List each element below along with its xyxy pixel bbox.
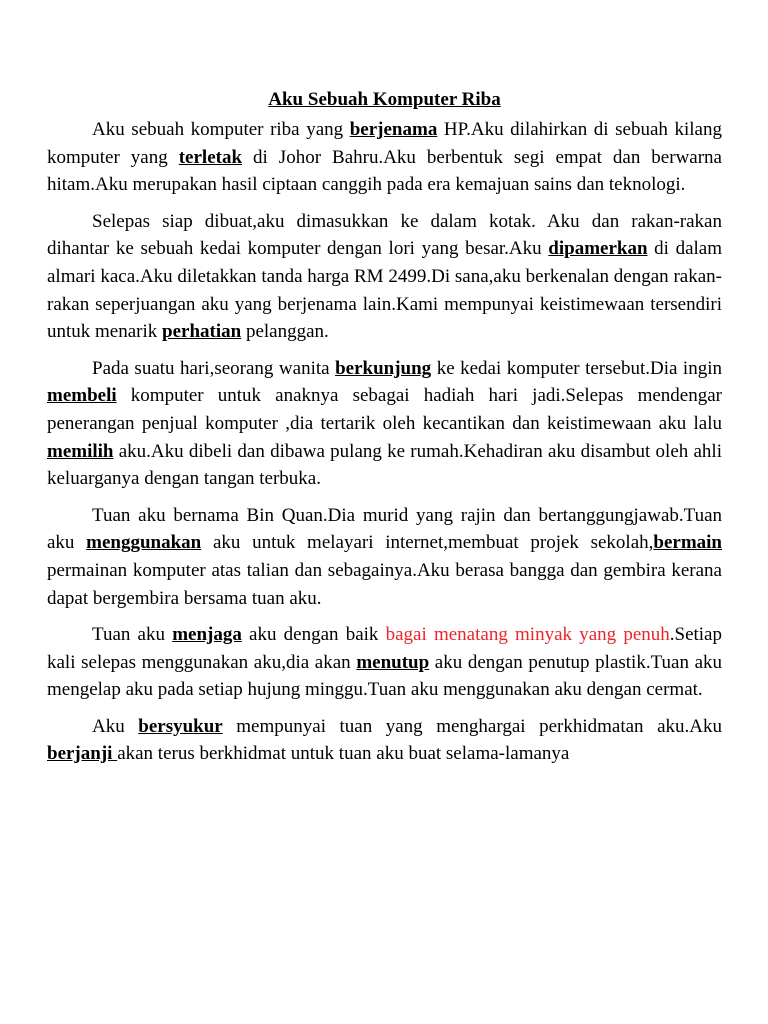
text-run: aku untuk melayari internet,membuat projek sekolah, (201, 532, 654, 554)
keyword: terletak (178, 146, 243, 168)
keyword: bermain (653, 532, 722, 554)
text-run: aku dengan penutup plastik.Tuan aku mengelap aku pada setiap hujung minggu.Tuan aku menggunakan aku dengan cermat. (47, 651, 723, 701)
keyword: berkunjung (335, 357, 432, 379)
text-run: Selepas siap dibuat,aku dimasukkan ke dalam kotak. Aku dan rakan-rakan dihantar ke sebuah kedai komputer dengan lori yang besar.Aku (47, 210, 722, 260)
keyword: membeli (47, 385, 117, 407)
keyword: berjenama (349, 119, 438, 140)
text-run: di dalam almari kaca.Aku diletakkan tanda harga RM 2499.Di sana,aku berkenalan dengan rakan-rakan seperjuangan aku yang berjenama lain.Kami mempunyai keistimewaan tersendiri untuk menarik (47, 238, 722, 343)
document-title: Aku Sebuah Komputer Riba (268, 89, 501, 110)
text-run: akan terus berkhidmat untuk tuan aku buat selama-lamanya (117, 743, 570, 765)
text-run: Tuan aku bernama Bin Quan.Dia murid yang rajin dan bertanggungjawab.Tuan aku (47, 504, 722, 554)
text-run: Aku sebuah komputer riba yang (92, 119, 350, 140)
paragraph-6 (47, 713, 722, 768)
keyword: memilih (47, 440, 114, 462)
text-run: permainan komputer atas talian dan sebagainya.Aku berasa bangga dan gembira kerana dapat bergembira bersama tuan aku. (47, 559, 722, 609)
document-page (47, 88, 722, 777)
keyword: bersyukur (138, 715, 223, 737)
keyword: berjanji (47, 743, 118, 765)
keyword: menjaga (172, 624, 242, 646)
paragraph-1 (47, 116, 722, 199)
text-run: pelanggan. (241, 321, 329, 343)
keyword: menutup (356, 651, 430, 673)
text-run: ke kedai komputer tersebut.Dia ingin (431, 357, 722, 379)
text-run: Pada suatu hari,seorang wanita (92, 357, 336, 379)
text-run: di Johor Bahru.Aku berbentuk segi empat dan berwarna hitam.Aku merupakan hasil ciptaan canggih pada era kemajuan sains dan teknologi. (47, 146, 722, 196)
text-run: Tuan aku (92, 624, 173, 646)
keyword: perhatian (162, 321, 242, 343)
keyword: dipamerkan (548, 238, 648, 260)
paragraph-4 (47, 502, 722, 612)
text-run: Aku (92, 715, 139, 737)
paragraph-3 (47, 355, 722, 493)
highlighted-phrase: bagai menatang minyak yang penuh (385, 624, 670, 646)
keyword: menggunakan (86, 532, 202, 554)
paragraph-5 (47, 621, 722, 704)
text-run: aku dengan baik (241, 624, 386, 646)
paragraph-2 (47, 208, 722, 346)
text-run: HP.Aku dilahirkan di sebuah kilang komputer yang (47, 119, 722, 168)
text-run: .Setiap kali selepas menggunakan aku,dia akan (47, 624, 722, 673)
text-run: komputer untuk anaknya sebagai hadiah hari jadi.Selepas mendengar penerangan penjual komputer ,dia tertarik oleh kecantikan dan keistimewaan aku lalu (47, 385, 722, 434)
text-run: aku.Aku dibeli dan dibawa pulang ke rumah.Kehadiran aku disambut oleh ahli keluarganya dengan tangan terbuka. (47, 440, 722, 490)
text-run: mempunyai tuan yang menghargai perkhidmatan aku.Aku (222, 715, 722, 737)
